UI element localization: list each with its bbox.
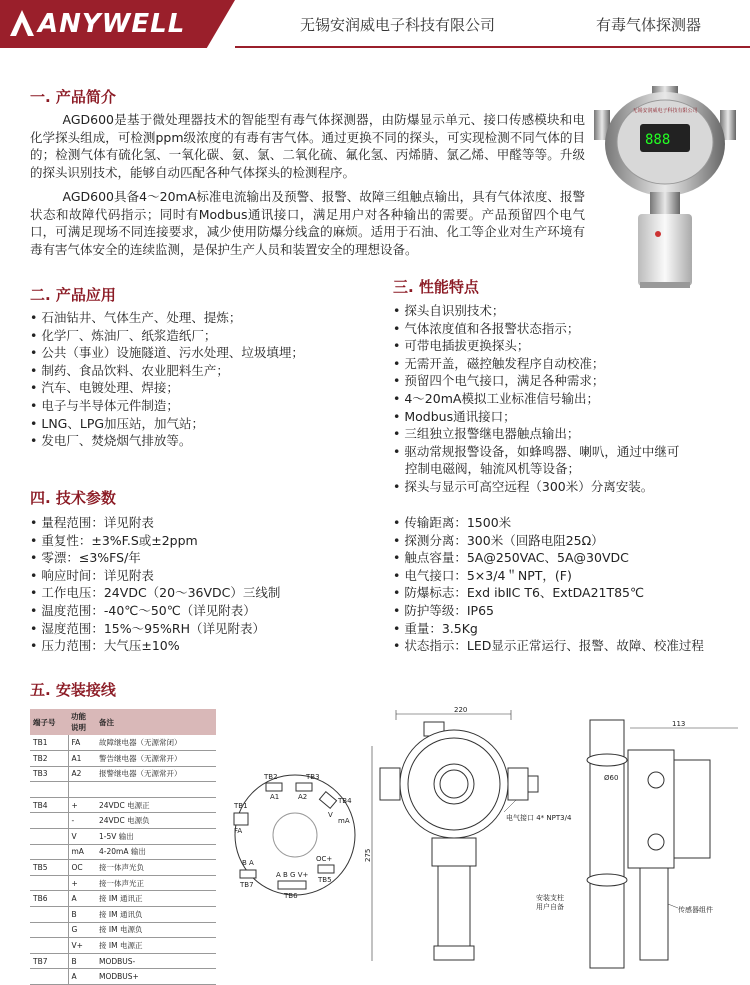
table-cell: mA (68, 844, 96, 860)
table-cell (30, 938, 68, 954)
board-label: TB3 (306, 773, 320, 781)
table-cell: 接 IM 通讯正 (96, 891, 216, 907)
list-item: • 状态指示：LED显示正常运行、报警、故障、校准过程 (393, 637, 743, 655)
list-item: • 预留四个电气接口，满足各种需求； (393, 372, 743, 390)
dim-side: 113 (672, 720, 686, 728)
table-cell: A1 (68, 751, 96, 767)
table-cell: + (68, 797, 96, 813)
table-cell: A (68, 891, 96, 907)
table-row (30, 907, 216, 923)
table-cell (30, 907, 68, 923)
front-view-drawing (366, 706, 596, 968)
dim-height: 275 (364, 848, 372, 862)
table-row (30, 782, 216, 798)
table-cell: TB7 (30, 953, 68, 969)
table-cell: TB6 (30, 891, 68, 907)
table-cell (96, 782, 216, 798)
board-label: TB1 (234, 802, 248, 810)
callout-electric-port: 电气接口 4* NPT3/4 (506, 814, 572, 822)
table-row (30, 844, 216, 860)
table-row (30, 969, 216, 985)
table-cell: MODBUS+ (96, 969, 216, 985)
list-item: • 温度范围：-40℃～50℃（详见附表） (30, 602, 380, 620)
list-item: • 4～20mA模拟工业标准信号输出； (393, 390, 743, 408)
list-item: • 探测分离：300米（回路电阻25Ω） (393, 532, 743, 550)
list-item: • 发电厂、焚烧烟气排放等。 (30, 432, 370, 450)
lcd-digits: 888 (645, 132, 671, 148)
table-cell: A2 (68, 766, 96, 782)
wiring-table (30, 709, 216, 985)
list-item: • 石油钻井、气体生产、处理、提炼； (30, 309, 370, 327)
list-item: • 汽车、电镀处理、焊接； (30, 379, 370, 397)
table-header: 功能说明 (68, 709, 96, 735)
list-item: • 压力范围：大气压±10% (30, 637, 380, 655)
list-item: • 探头与显示可高空远程（300米）分离安装。 (393, 478, 743, 496)
list-item: • 可带电插拔更换探头； (393, 337, 743, 355)
table-cell: 警告继电器（无源常开） (96, 751, 216, 767)
board-label: TB4 (338, 797, 352, 805)
specs-list-right (393, 514, 743, 655)
list-item: • 电子与半导体元件制造； (30, 397, 370, 415)
list-item: • 三组独立报警继电器触点输出； (393, 425, 743, 443)
intro-paragraph-1: AGD600是基于微处理器技术的智能型有毒气体探测器，由防爆显示单元、接口传感模块和电化学探头组成，可检测ppm级浓度的有毒有害气体。通过更换不同的探头，可实现检测不同气体的目的；检测气体有硫化氢、一氧化碳、氨、氯、二氧化硫、氟化氢、丙烯腈、氯乙烯、甲醛等等。升级的探头识别技术，能够自动匹配各种气体探头的检测程序。 (30, 112, 585, 180)
table-header: 端子号 (30, 709, 68, 735)
terminal-board-diagram (226, 765, 364, 905)
list-item: • 量程范围：详见附表 (30, 514, 380, 532)
table-row (30, 813, 216, 829)
list-item: • 响应时间：详见附表 (30, 567, 380, 585)
install-title: 五. 安装接线 (30, 681, 116, 699)
list-item: • 湿度范围：15%～95%RH（详见附表） (30, 620, 380, 638)
device-label: 无锡安润威电子科技有限公司 (632, 108, 698, 114)
specs-list-left (30, 514, 380, 655)
features-title: 三. 性能特点 (393, 278, 479, 296)
list-item: • 无需开盖，磁控触发程序自动校准； (393, 355, 743, 373)
intro-title: 一. 产品简介 (30, 88, 116, 106)
list-item: • 防爆标志：Exd ibⅡC T6、ExtDA21T85℃ (393, 584, 743, 602)
company-name: 无锡安润威电子科技有限公司 (300, 16, 496, 34)
table-cell: TB4 (30, 797, 68, 813)
list-item: • 公共（事业）设施隧道、污水处理、垃圾填埋； (30, 344, 370, 362)
board-label: A B G V+ (276, 871, 309, 879)
table-cell: 接 IM 电源负 (96, 922, 216, 938)
table-cell: B (68, 907, 96, 923)
table-cell: 24VDC 电源正 (96, 797, 216, 813)
board-label: V (328, 811, 333, 819)
list-item: • 工作电压：24VDC（20～36VDC）三线制 (30, 584, 380, 602)
table-row (30, 766, 216, 782)
table-cell: 4-20mA 输出 (96, 844, 216, 860)
table-cell: B (68, 953, 96, 969)
list-item: • Modbus通讯接口； (393, 408, 743, 426)
list-item: • 气体浓度值和各报警状态指示； (393, 320, 743, 338)
page-header (0, 0, 750, 48)
table-cell: 故障继电器（无源常闭） (96, 735, 216, 751)
board-label: B A (242, 859, 254, 867)
header-divider (235, 46, 750, 48)
brand-logo: ANYWELL (38, 9, 186, 39)
table-row (30, 751, 216, 767)
list-item: • 零漂：≤3%FS/年 (30, 549, 380, 567)
table-cell (30, 875, 68, 891)
board-label: FA (234, 827, 243, 835)
table-cell: TB5 (30, 860, 68, 876)
list-item: • 电气接口：5×3/4＂NPT，(F) (393, 567, 743, 585)
board-label: OC+ (316, 855, 333, 863)
list-item: • LNG、LPG加压站，加气站； (30, 415, 370, 433)
applications-title: 二. 产品应用 (30, 286, 116, 304)
list-item: • 制药、食品饮料、农业肥料生产； (30, 362, 370, 380)
table-cell: 接一体声光负 (96, 860, 216, 876)
table-cell (30, 969, 68, 985)
list-item: 控制电磁阀，轴流风机等设备； (405, 461, 581, 477)
table-cell: 接 IM 电源正 (96, 938, 216, 954)
table-cell (68, 782, 96, 798)
table-row (30, 797, 216, 813)
table-row (30, 922, 216, 938)
list-item: • 传输距离：1500米 (393, 514, 743, 532)
table-cell: MODBUS- (96, 953, 216, 969)
list-item: • 触点容量：5A@250VAC、5A@30VDC (393, 549, 743, 567)
features-list (393, 302, 743, 496)
dim-pipe: Ø60 (604, 774, 619, 782)
specs-title: 四. 技术参数 (30, 489, 116, 507)
board-label: mA (338, 817, 350, 825)
table-cell (30, 922, 68, 938)
table-cell: 1-5V 输出 (96, 829, 216, 845)
table-row (30, 891, 216, 907)
table-row (30, 829, 216, 845)
table-cell: G (68, 922, 96, 938)
table-row (30, 938, 216, 954)
table-header-row (30, 709, 216, 735)
list-item: • 重量：3.5Kg (393, 620, 743, 638)
intro-paragraph-2: AGD600具备4～20mA标准电流输出及预警、报警、故障三组触点输出，具有气体浓度、报警状态和故障代码指示；同时有Modbus通讯接口，满足用户对各种输出的需要。产品预留四个电气口，可满足现场不同连接要求，减少使用防爆分线盒的麻烦。适用于石油、化工等企业对生产环境有毒有害气体安全的连续监测，是保护生产人员和装置安全的理想设备。 (30, 189, 585, 257)
board-label: TB6 (284, 892, 298, 900)
table-cell: 接一体声光正 (96, 875, 216, 891)
table-cell: OC (68, 860, 96, 876)
board-label: TB5 (318, 876, 332, 884)
table-row (30, 860, 216, 876)
detector-photo (590, 82, 740, 292)
table-cell (30, 813, 68, 829)
callout-sensor: 传感器组件 (678, 906, 713, 914)
table-cell: - (68, 813, 96, 829)
table-header: 备注 (96, 709, 216, 735)
table-cell: 接 IM 通讯负 (96, 907, 216, 923)
board-label: A2 (298, 793, 308, 801)
list-item: • 化学厂、炼油厂、纸浆造纸厂； (30, 327, 370, 345)
table-cell: FA (68, 735, 96, 751)
list-item: • 探头自识别技术； (393, 302, 743, 320)
board-label: TB7 (240, 881, 254, 889)
table-cell: A (68, 969, 96, 985)
list-item: • 驱动常规报警设备，如蜂鸣器、喇叭，通过中继可 (393, 443, 743, 461)
product-title: 有毒气体探测器 (596, 16, 702, 34)
table-cell: + (68, 875, 96, 891)
logo-mark-icon (8, 8, 36, 38)
board-label: TB2 (264, 773, 278, 781)
applications-list (30, 309, 370, 450)
table-cell: TB1 (30, 735, 68, 751)
table-row (30, 953, 216, 969)
table-cell: 24VDC 电源负 (96, 813, 216, 829)
table-row (30, 875, 216, 891)
table-cell: TB3 (30, 766, 68, 782)
table-cell: TB2 (30, 751, 68, 767)
board-label: A1 (270, 793, 280, 801)
dim-width: 220 (454, 706, 468, 714)
table-cell (30, 782, 68, 798)
table-cell (30, 844, 68, 860)
callout-support: 安装支柱用户自备 (536, 894, 564, 911)
table-cell (30, 829, 68, 845)
table-cell: V+ (68, 938, 96, 954)
table-cell: V (68, 829, 96, 845)
table-row (30, 735, 216, 751)
list-item: • 重复性：±3%F.S或±2ppm (30, 532, 380, 550)
table-cell: 报警继电器（无源常开） (96, 766, 216, 782)
list-item: • 防护等级：IP65 (393, 602, 743, 620)
